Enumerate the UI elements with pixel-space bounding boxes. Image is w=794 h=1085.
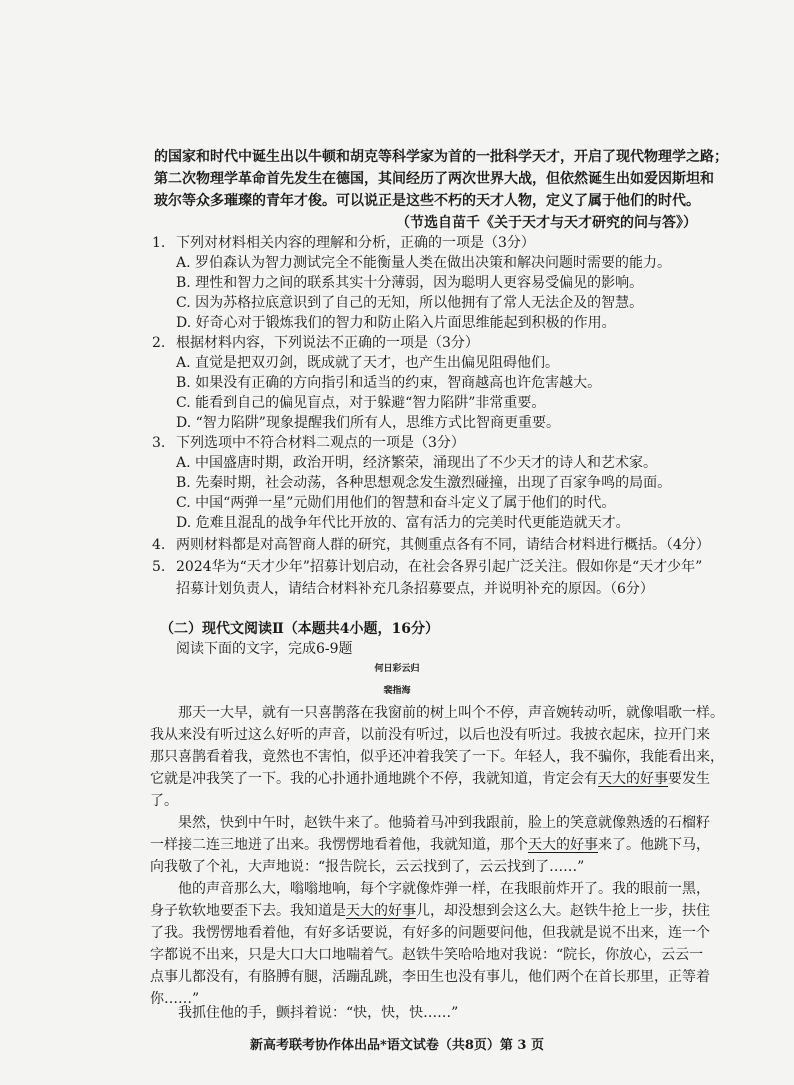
q3-option-b: B. 先秦时期，社会动荡，各种思想观念发生激烈碰撞，出现了百家争鸣的局面。 xyxy=(176,475,672,491)
underlined-phrase: 天大的好事 xyxy=(346,903,416,919)
story-author: 裴指海 xyxy=(383,686,411,696)
story-p1-line-4 xyxy=(150,770,710,788)
q1-option-d: D. 好奇心对于锻炼我们的智力和防止陷入片面思维能起到积极的作用。 xyxy=(176,315,616,331)
story-p3-line-1: 他的声音那么大，嗡嗡地响，每个字就像炸弹一样，在我眼前炸开了。我的眼前一黑， xyxy=(150,881,710,897)
q2-stem: 根据材料内容，下列说法不正确的一项是（3分） xyxy=(176,335,479,351)
story-text: 儿，却没想到会这么大。赵铁牛抢上一步，扶住 xyxy=(416,903,710,919)
story-p1-line-3: 那只喜鹊看着我，竟然也不害怕，似乎还冲着我笑了一下。年轻人，我不骗你，我能看出来， xyxy=(150,749,724,765)
story-p2-line-2 xyxy=(150,836,710,854)
q1-number: 1. xyxy=(152,235,166,251)
q3-option-d: D. 危难且混乱的战争年代比开放的、富有活力的完美时代更能造就天才。 xyxy=(176,515,630,531)
story-p3-line-6: 你……” xyxy=(150,991,200,1007)
q1-option-b: B. 理性和智力之间的联系其实十分薄弱，因为聪明人更容易受偏见的影响。 xyxy=(176,275,644,291)
intro-line-3: 玻尔等众多璀璨的青年才俊。可以说正是这些不朽的天才人物，定义了属于他们的时代。 xyxy=(154,193,700,209)
q5-line-1: 2024华为“天才少年”招募计划启动，在社会各界引起广泛关注。假如你是“天才少年” xyxy=(176,559,703,575)
story-p2-line-3: 向我敬了个礼，大声地说：“报告院长，云云找到了，云云找到了……” xyxy=(150,859,585,875)
story-p3-line-3: 了我。我愣愣地看着他，有好多话要说，有好多的问题要问他，但我就是说不出来，连一个 xyxy=(150,925,710,941)
q2-option-b: B. 如果没有正确的方向指引和适当的约束，智商越高也许危害越大。 xyxy=(176,375,602,391)
story-p1-line-1: 那天一大早，就有一只喜鹊落在我窗前的树上叫个不停，声音婉转动听，就像唱歌一样。 xyxy=(150,705,724,721)
story-p3-line-2 xyxy=(150,902,710,920)
section-heading: （二）现代文阅读Ⅱ（本题共4小题，16分） xyxy=(160,621,440,637)
story-p1-line-5: 了。 xyxy=(150,793,178,809)
q2-option-c: C. 能看到自己的偏见盲点，对于躲避“智力陷阱”非常重要。 xyxy=(176,395,546,411)
story-text: 要发生 xyxy=(668,771,710,787)
story-p4: 我抓住他的手，颤抖着说：“快，快，快……” xyxy=(150,1005,459,1021)
q1-option-c: C. 因为苏格拉底意识到了自己的无知，所以他拥有了常人无法企及的智慧。 xyxy=(176,295,644,311)
story-text: 来了。他跳下马， xyxy=(598,837,710,853)
q2-option-a: A. 直觉是把双刃剑，既成就了天才，也产生出偏见阻碍他们。 xyxy=(176,355,560,371)
story-p2-line-1: 果然，快到中午时，赵铁牛来了。他骑着马冲到我跟前，脸上的笑意就像熟透的石榴籽 xyxy=(150,815,710,831)
story-text: 一样接二连三地迸了出来。我愣愣地看着他，我就知道，那个 xyxy=(150,837,528,853)
q3-stem: 下列选项中不符合材料二观点的一项是（3分） xyxy=(176,435,465,451)
underlined-phrase: 天大的好事 xyxy=(528,837,598,853)
q3-option-c: C. 中国“两弹一星”元勋们用他们的智慧和奋斗定义了属于他们的时代。 xyxy=(176,495,616,511)
q4-number: 4. xyxy=(152,537,166,553)
q2-option-d: D. “智力陷阱”现象提醒我们所有人，思维方式比智商更重要。 xyxy=(176,415,560,431)
q1-stem: 下列对材料相关内容的理解和分析，正确的一项是（3分） xyxy=(176,235,535,251)
q1-option-a: A. 罗伯森认为智力测试完全不能衡量人类在做出决策和解决问题时需要的能力。 xyxy=(176,255,672,271)
q4-text: 两则材料都是对高智商人群的研究，其侧重点各有不同，请结合材料进行概括。（4分） xyxy=(176,537,710,553)
story-text: 它就是冲我笑了一下。我的心扑通扑通地跳个不停，我就知道，肯定会有 xyxy=(150,771,598,787)
intro-line-2: 第二次物理学革命首先发生在德国，其间经历了两次世界大战，但依然诞生出如爱因斯坦和 xyxy=(154,171,714,187)
section-instruction: 阅读下面的文字，完成6-9题 xyxy=(176,641,353,657)
intro-source: （节选自苗千《关于天才与天才研究的问与答》） xyxy=(396,215,697,231)
story-text: 身子软软地要歪下去。我知道是 xyxy=(150,903,346,919)
story-p1-line-2: 我从来没有听过这么好听的声音，以前没有听过，以后也没有听过。我披衣起床，拉开门来 xyxy=(150,727,710,743)
q5-number: 5. xyxy=(152,559,166,575)
story-title: 何日彩云归 xyxy=(374,664,420,674)
q3-number: 3. xyxy=(152,435,166,451)
q5-line-2: 招募计划负责人，请结合材料补充几条招募要点，并说明补充的原因。（6分） xyxy=(176,581,654,597)
q3-option-a: A. 中国盛唐时期，政治开明，经济繁荣，涌现出了不少天才的诗人和艺术家。 xyxy=(176,455,658,471)
underlined-phrase: 天大的好事 xyxy=(598,771,668,787)
story-p3-line-4: 字都说不出来，只是大口大口地喘着气。赵铁牛笑哈哈地对我说：“院长，你放心，云云一 xyxy=(150,947,704,963)
intro-line-1: 的国家和时代中诞生出以牛顿和胡克等科学家为首的一批科学天才，开启了现代物理学之路； xyxy=(154,149,728,165)
story-p3-line-5: 点事儿都没有，有胳膊有腿，活蹦乱跳，李田生也没有事儿，他们两个在首长那里，正等着 xyxy=(150,969,710,985)
page-footer: 新高考联考协作体出品*语文试卷（共8页）第 3 页 xyxy=(250,1038,544,1053)
q2-number: 2. xyxy=(152,335,166,351)
